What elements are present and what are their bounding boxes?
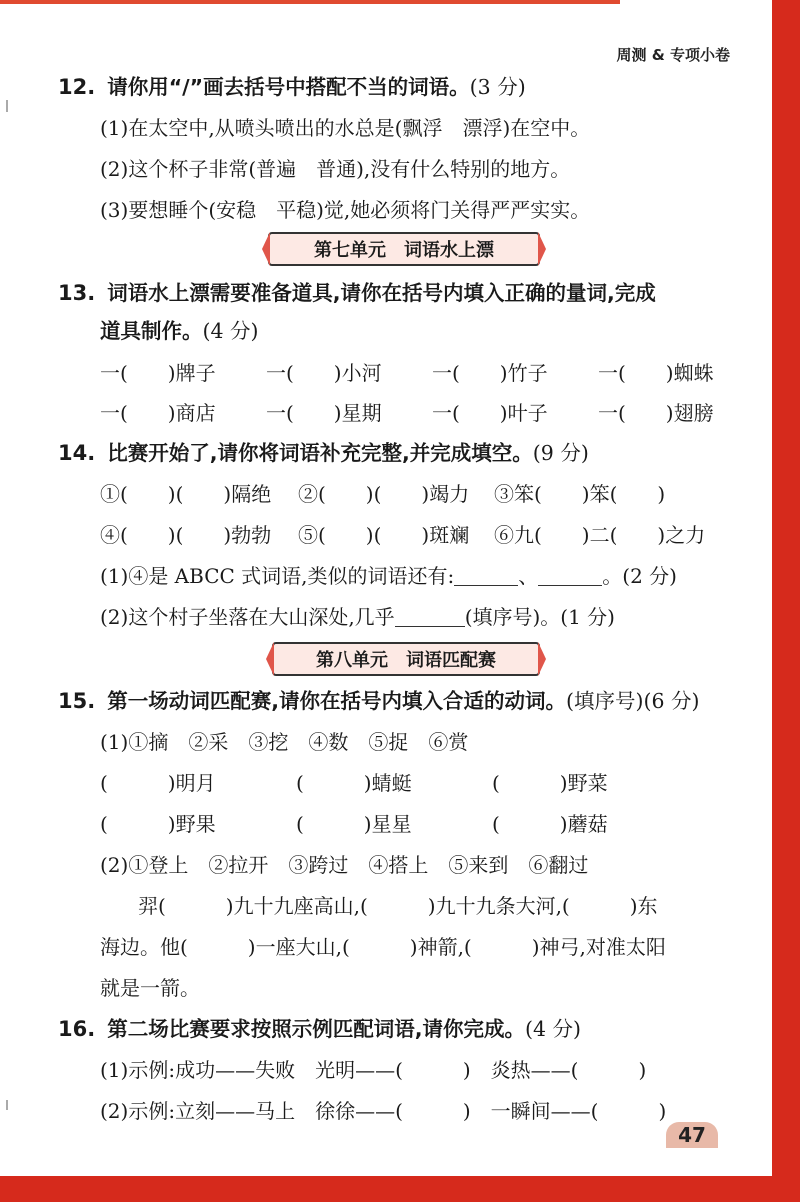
answer-blank[interactable] [454, 567, 518, 586]
question-15-row-1: ( )明月 ( )蜻蜓 ( )野菜 [100, 771, 608, 795]
question-13-row-1: 一( )牌子 一( )小河 一( )竹子 一( )蜘蛛 [100, 361, 714, 385]
unit-7-banner [268, 232, 540, 266]
question-15-list-1: (1)①摘 ②采 ③挖 ④数 ⑤捉 ⑥赏 [100, 730, 469, 754]
question-16-title: 16. 第二场比赛要求按照示例匹配词语,请你完成。(4 分) [58, 1017, 582, 1041]
question-15-paragraph-line-1: 羿( )九十九座高山,( )九十九条大河,( )东 [138, 894, 658, 918]
question-13-row-2: 一( )商店 一( )星期 一( )叶子 一( )翅膀 [100, 401, 714, 425]
question-12-title: 12. 请你用“/”画去括号中搭配不当的词语。(3 分) [58, 75, 526, 99]
question-15-list-2: (2)①登上 ②拉开 ③跨过 ④搭上 ⑤来到 ⑥翻过 [100, 853, 589, 877]
question-16-example-2: (2)示例:立刻——马上 徐徐——( ) 一瞬间——( ) [100, 1099, 667, 1123]
answer-blank[interactable] [395, 608, 465, 627]
right-edge-band [772, 0, 800, 1202]
question-12-item-3: (3)要想睡个(安稳 平稳)觉,她必须将门关得严严实实。 [100, 198, 591, 222]
question-15-paragraph-line-3: 就是一箭。 [100, 976, 200, 1000]
bottom-edge-band [0, 1176, 800, 1202]
question-13-title-line-2: 道具制作。(4 分) [100, 319, 259, 343]
question-14-row-1: ①( )( )隔绝 ②( )( )竭力 ③笨( )笨( ) [100, 482, 666, 506]
page-number: 47 [666, 1122, 718, 1148]
margin-mark [6, 100, 8, 112]
question-15-paragraph-line-2: 海边。他( )一座大山,( )神箭,( )神弓,对准太阳 [100, 935, 666, 959]
top-edge-stripe [0, 0, 620, 4]
question-14-sub-1: (1)④是 ABCC 式词语,类似的词语还有: 、 。(2 分) [100, 564, 677, 588]
unit-7-label: 第七单元 词语水上漂 [314, 240, 494, 261]
question-14-sub-2: (2)这个村子坐落在大山深处,几乎 (填序号)。(1 分) [100, 605, 615, 629]
answer-blank[interactable] [538, 567, 602, 586]
question-14-title: 14. 比赛开始了,请你将词语补充完整,并完成填空。(9 分) [58, 441, 589, 465]
question-14-row-2: ④( )( )勃勃 ⑤( )( )斑斓 ⑥九( )二( )之力 [100, 523, 706, 547]
question-12-item-1: (1)在太空中,从喷头喷出的水总是(飘浮 漂浮)在空中。 [100, 116, 591, 140]
margin-mark [6, 1100, 8, 1110]
unit-8-label: 第八单元 词语匹配赛 [316, 650, 496, 671]
question-13-title: 13. 词语水上漂需要准备道具,请你在括号内填入正确的量词,完成 [58, 281, 656, 305]
question-15-row-2: ( )野果 ( )星星 ( )蘑菇 [100, 812, 608, 836]
header-tag: 周测 & 专项小卷 [616, 46, 730, 64]
question-16-example-1: (1)示例:成功——失败 光明——( ) 炎热——( ) [100, 1058, 647, 1082]
question-12-item-2: (2)这个杯子非常(普遍 普通),没有什么特别的地方。 [100, 157, 571, 181]
question-15-title: 15. 第一场动词匹配赛,请你在括号内填入合适的动词。(填序号)(6 分) [58, 689, 700, 713]
unit-8-banner [272, 642, 540, 676]
